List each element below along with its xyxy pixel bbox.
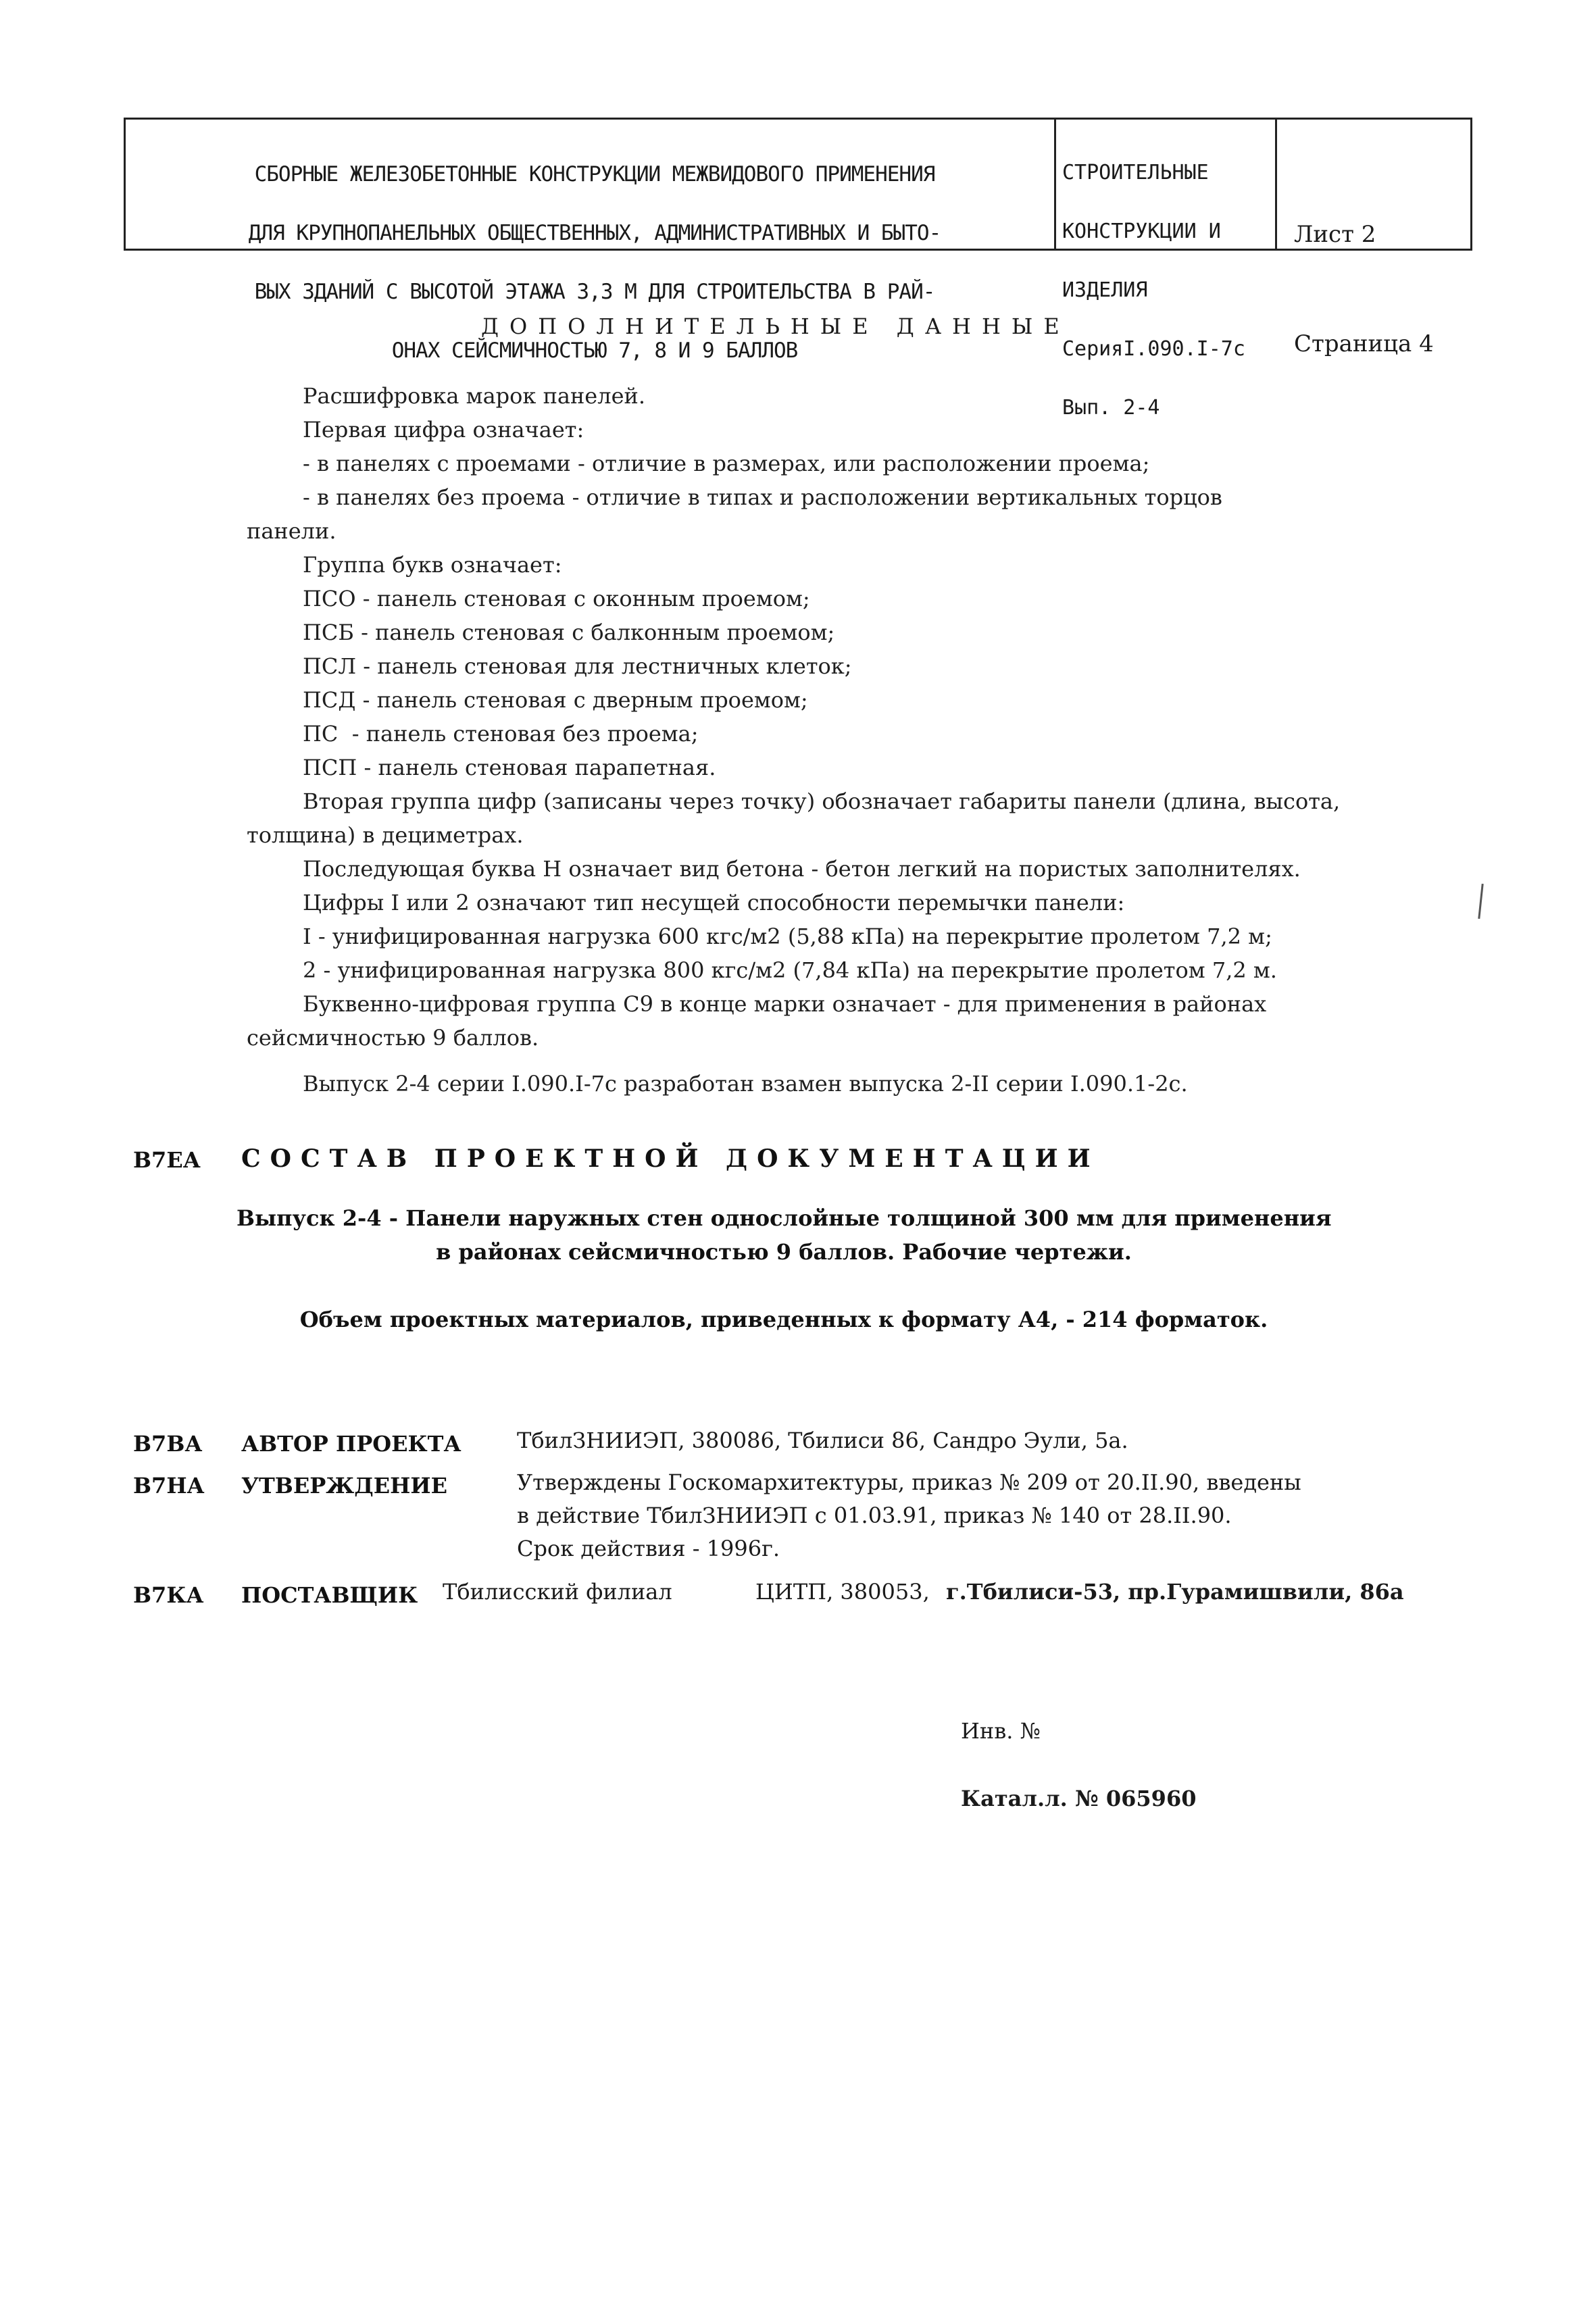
extra-line-2: Первая цифра означает: [303,417,584,443]
extra-line-7: ПСО - панель стеновая с оконным проемом; [303,586,810,611]
extra-line-13: Вторая группа цифр (записаны через точку) обозначает габариты панели (длина, высота, [303,788,1341,814]
title-block-name [155,126,1034,380]
margin-mark [1478,884,1483,919]
series-line-2: КОНСТРУКЦИИ И [1062,220,1221,243]
extra-line-20: сейсмичностью 9 баллов. [247,1025,539,1051]
replacement-note: Выпуск 2-4 серии I.090.I-7с разработан взамен выпуска 2-II серии I.090.1-2с. [303,1071,1188,1097]
extra-line-9: ПСЛ - панель стеновая для лестничных клеток; [303,653,852,679]
extra-line-5: панели. [247,518,336,544]
series-line-3: ИЗДЕЛИЯ [1062,278,1148,302]
supplier-org: ЦИТП, 380053, [755,1579,930,1605]
author-value: ТбилЗНИИЭП, 380086, Тбилиси 86, Сандро Эули, 5а. [517,1428,1128,1453]
supplier-address: г.Тбилиси-53, пр.Гурамишвили, 86а [946,1579,1404,1605]
page-number: Страница 4 [1294,330,1434,357]
supplier-code: В7КА [133,1582,204,1608]
approval-value [517,1466,1301,1565]
author-label: АВТОР ПРОЕКТА [241,1431,462,1457]
approval-label: УТВЕРЖДЕНИЕ [241,1473,447,1499]
volume-note: Объем проектных материалов, приведенных к формату А4, - 214 форматок. [299,1307,1268,1332]
title-line-2: ДЛЯ КРУПНОПАНЕЛЬНЫХ ОБЩЕСТВЕННЫХ, АДМИНИСТРАТИВНЫХ И БЫТО- [248,221,941,245]
supplier-label: ПОСТАВЩИК [241,1582,418,1608]
sheet-block [1294,143,1463,399]
extra-line-19: Буквенно-цифровая группа С9 в конце марки означает - для применения в районах [303,991,1267,1017]
extra-line-16: Цифры I или 2 означают тип несущей способности перемычки панели: [303,890,1125,915]
catalog-number: Катал.л. № 065960 [961,1786,1197,1811]
extra-line-6: Группа букв означает: [303,552,562,578]
series-line-1: СТРОИТЕЛЬНЫЕ [1062,161,1209,184]
series-line-5: Вып. 2-4 [1062,396,1160,420]
extra-line-3: - в панелях с проемами - отличие в размерах, или расположении проема; [303,451,1150,476]
author-code: В7ВА [133,1431,203,1457]
extra-line-12: ПСП - панель стеновая парапетная. [303,755,716,780]
approval-code: В7НА [133,1473,205,1499]
issue-description-2: в районах сейсмичностью 9 баллов. Рабочие чертежи. [436,1239,1132,1265]
extra-line-1: Расшифровка марок панелей. [303,383,645,409]
approval-line-2: в действие ТбилЗНИИЭП с 01.03.91, приказ № 140 от 28.II.90. [517,1503,1232,1528]
approval-line-3: Срок действия - 1996г. [517,1536,780,1561]
composition-heading: СОСТАВ ПРОЕКТНОЙ ДОКУМЕНТАЦИИ [241,1145,1100,1173]
series-block [1062,124,1273,437]
inventory-number: Инв. № [961,1718,1041,1744]
extra-line-8: ПСБ - панель стеновая с балконным проемом; [303,620,835,645]
supplier-name: Тбилисский филиал [443,1579,672,1605]
title-line-3: ВЫХ ЗДАНИЙ С ВЫСОТОЙ ЭТАЖА 3,3 М ДЛЯ СТРОИТЕЛЬСТВА В РАЙ- [254,280,935,304]
extra-line-17: I - унифицированная нагрузка 600 кгс/м2 (5,88 кПа) на перекрытие пролетом 7,2 м; [303,924,1272,949]
extra-data-heading: ДОПОЛНИТЕЛЬНЫЕ ДАННЫЕ [481,313,1070,339]
extra-line-4: - в панелях без проема - отличие в типах и расположении вертикальных торцов [303,484,1222,510]
extra-line-10: ПСД - панель стеновая с дверным проемом; [303,687,808,713]
approval-line-1: Утверждены Госкомархитектуры, приказ № 209 от 20.II.90, введены [517,1469,1301,1495]
extra-line-18: 2 - унифицированная нагрузка 800 кгс/м2 (7,84 кПа) на перекрытие пролетом 7,2 м. [303,957,1277,983]
title-block-divider-2 [1275,118,1277,251]
extra-line-15: Последующая буква Н означает вид бетона - бетон легкий на пористых заполнителях. [303,856,1301,882]
title-line-1: СБОРНЫЕ ЖЕЛЕЗОБЕТОННЫЕ КОНСТРУКЦИИ МЕЖВИДОВОГО ПРИМЕНЕНИЯ [254,162,935,186]
composition-code: В7ЕА [133,1147,201,1173]
extra-line-11: ПС - панель стеновая без проема; [303,721,699,747]
title-line-4: ОНАХ СЕЙСМИЧНОСТЬЮ 7, 8 И 9 БАЛЛОВ [391,338,798,363]
sheet-number: Лист 2 [1294,221,1376,248]
issue-description-1: Выпуск 2-4 - Панели наружных стен однослойные толщиной 300 мм для применения [236,1205,1332,1231]
series-line-4: СерияI.090.I-7с [1062,337,1245,361]
title-block-divider-1 [1054,118,1056,251]
extra-line-14: толщина) в дециметрах. [247,822,524,848]
